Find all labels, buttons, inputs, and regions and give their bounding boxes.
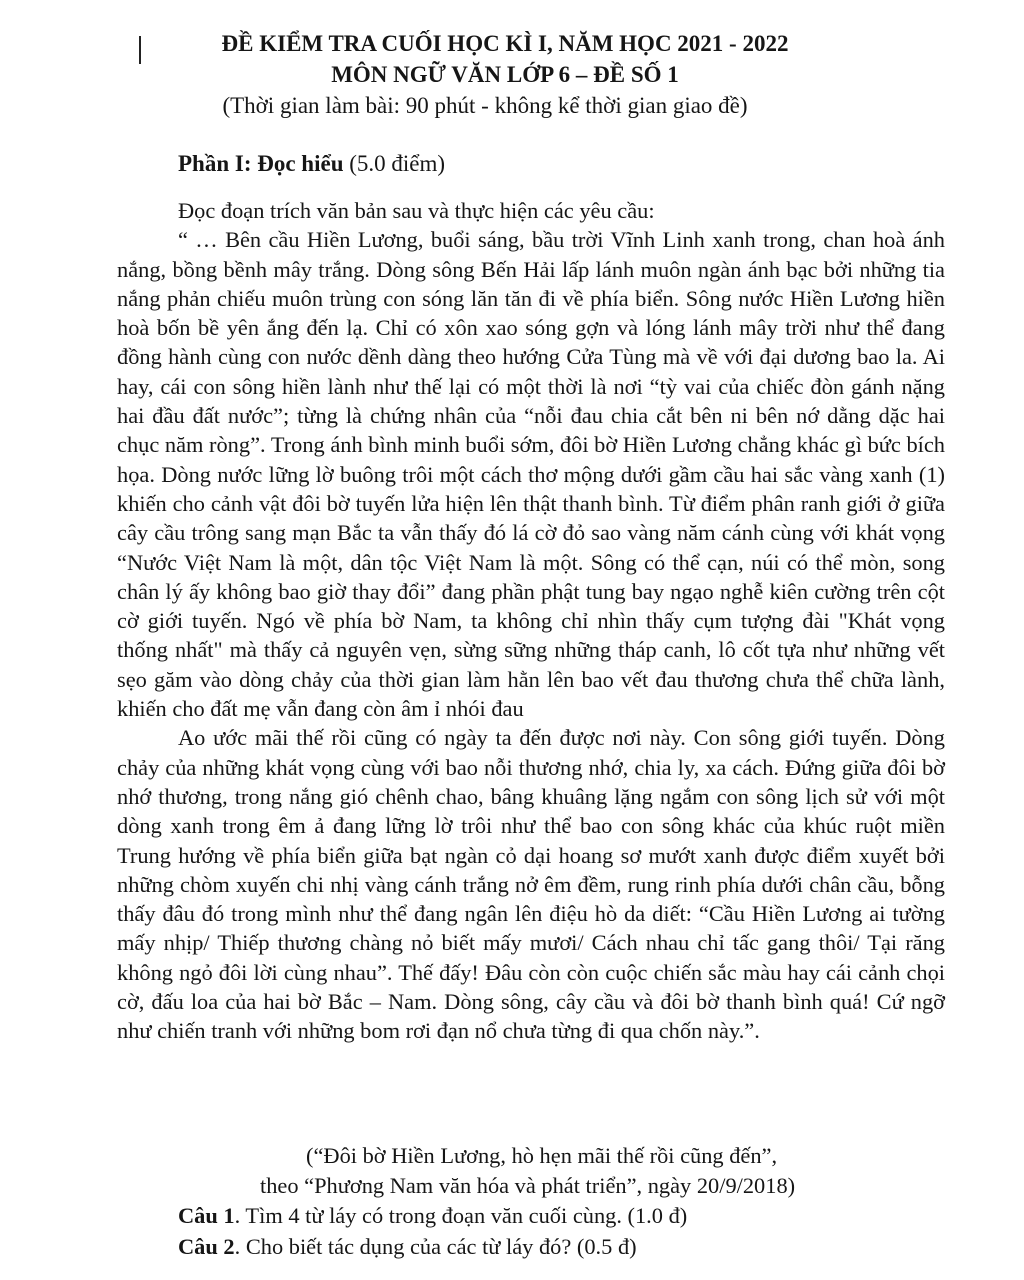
question-item <box>178 1231 687 1262</box>
exam-title-line2: MÔN NGỮ VĂN LỚP 6 – ĐỀ SỐ 1 <box>331 62 679 87</box>
passage-paragraph-1: “ … Bên cầu Hiền Lương, buổi sáng, bầu trời Vĩnh Linh xanh trong, chan hoà ánh nắng, bồng bềnh mây trắng. Dòng sông Bến Hải lấp lánh muôn ngàn ánh bạc bởi những tia nắng phản chiếu muôn trùng con sóng lăn tăn đi về phía biển. Sông nước Hiền Lương hiền hoà bốn bề yên ắng đến lạ. Chỉ có xôn xao sóng gợn và lóng lánh mây trời như thể đang đồng hành cùng con nước dềnh dàng theo hướng Cửa Tùng mà về với đại dương bao la. Ai hay, cái con sông hiền lành như thế lại có một thời là nơi “tỳ vai của chiếc đòn gánh nặng hai đầu đất nước”; từng là chứng nhân của “nỗi đau chia cắt bên ni bên nớ dằng dặc hai chục năm ròng”. Trong ánh bình minh buổi sớm, đôi bờ Hiền Lương chẳng khác gì bức bích họa. Dòng nước lững lờ buông trôi một cách thơ mộng dưới gầm cầu hai sắc vàng xanh (1) khiến cho cảnh vật đôi bờ tuyến lửa hiện lên thật thanh bình. Từ điểm phân ranh giới ở giữa cây cầu trông sang mạn Bắc ta vẫn thấy đó lá cờ đỏ sao vàng năm cánh cùng với khát vọng “Nước Việt Nam là một, dân tộc Việt Nam là một. Sông có thể cạn, núi có thể mòn, song chân lý ấy không bao giờ thay đổi” đang phần phật tung bay ngạo nghễ kiên cường trên cột cờ giới tuyến. Ngó về phía bờ Nam, ta không chỉ nhìn thấy cụm tượng đài "Khát vọng thống nhất" mà thấy cả nguyên vẹn, sừng sững những tháp canh, lô cốt tựa như những vết sẹo găm vào dòng chảy của thời gian làm hằn lên bao vết đau thương chưa thể chữa lành, khiến cho đất mẹ vẫn đang còn âm ỉ nhói đau <box>117 227 945 722</box>
section-heading <box>178 148 445 180</box>
passage-source <box>0 1141 1024 1200</box>
section-points: (5.0 điểm) <box>349 151 446 176</box>
question-text: . Tìm 4 từ láy có trong đoạn văn cuối cùng. (1.0 đ) <box>234 1203 688 1228</box>
exam-title-line1: ĐỀ KIỂM TRA CUỐI HỌC KÌ I, NĂM HỌC 2021 - 2022 <box>221 31 789 56</box>
question-item <box>178 1200 687 1231</box>
source-line-2: theo “Phương Nam văn hóa và phát triển”, ngày 20/9/2018) <box>260 1172 796 1198</box>
passage-paragraph-2: Ao ước mãi thế rồi cũng có ngày ta đến được nơi này. Con sông giới tuyến. Dòng chảy của những khát vọng cùng với bao nỗi thương nhớ, chia ly, xa cách. Đứng giữa đôi bờ nhớ thương, trong nắng gió chênh chao, bâng khuâng lặng ngắm con sông lịch sử với một dòng xanh trong êm ả đang lững lờ trôi như thể bao con sông khác của khúc ruột miền Trung hướng về phía biển giữa bạt ngàn cỏ dại hoang sơ mướt xanh được điểm xuyết bởi những chòm xuyến chi nhị vàng cánh trắng nở êm đềm, rung rinh phía dưới chân cầu, bỗng thấy đâu đó trong mình như thể đang ngân lên điệu hò da diết: “Cầu Hiền Lương ai tường mấy nhịp/ Thiếp thương chàng nỏ biết mấy mươi/ Cách nhau chỉ tấc gang thôi/ Tại răng không ngỏ đôi lời cùng nhau”. Thế đấy! Đâu còn còn cuộc chiến sắc màu hay cái cảnh chọi cờ, đấu loa của hai bờ Bắc – Nam. Dòng sông, cây cầu và đôi bờ thanh bình quá! Cứ ngỡ như chiến tranh với những bom rơi đạn nổ chưa từng đi qua chốn này.”. <box>117 725 945 1044</box>
question-label: Câu 2 <box>178 1234 235 1259</box>
passage-instruction: Đọc đoạn trích văn bản sau và thực hiện các yêu cầu: <box>178 198 655 223</box>
exam-time-note: (Thời gian làm bài: 90 phút - không kể thời gian giao đề) <box>222 93 748 118</box>
source-line-1: (“Đôi bờ Hiền Lương, hò hẹn mãi thế rồi cũng đến”, <box>306 1143 778 1168</box>
question-label: Câu 1 <box>178 1203 235 1228</box>
exam-header <box>0 28 1024 121</box>
passage-body <box>117 196 945 1046</box>
section-title: Phần I: Đọc hiểu <box>178 151 344 176</box>
question-text: . Cho biết tác dụng của các từ láy đó? (0.5 đ) <box>234 1234 637 1259</box>
question-list <box>178 1200 687 1262</box>
